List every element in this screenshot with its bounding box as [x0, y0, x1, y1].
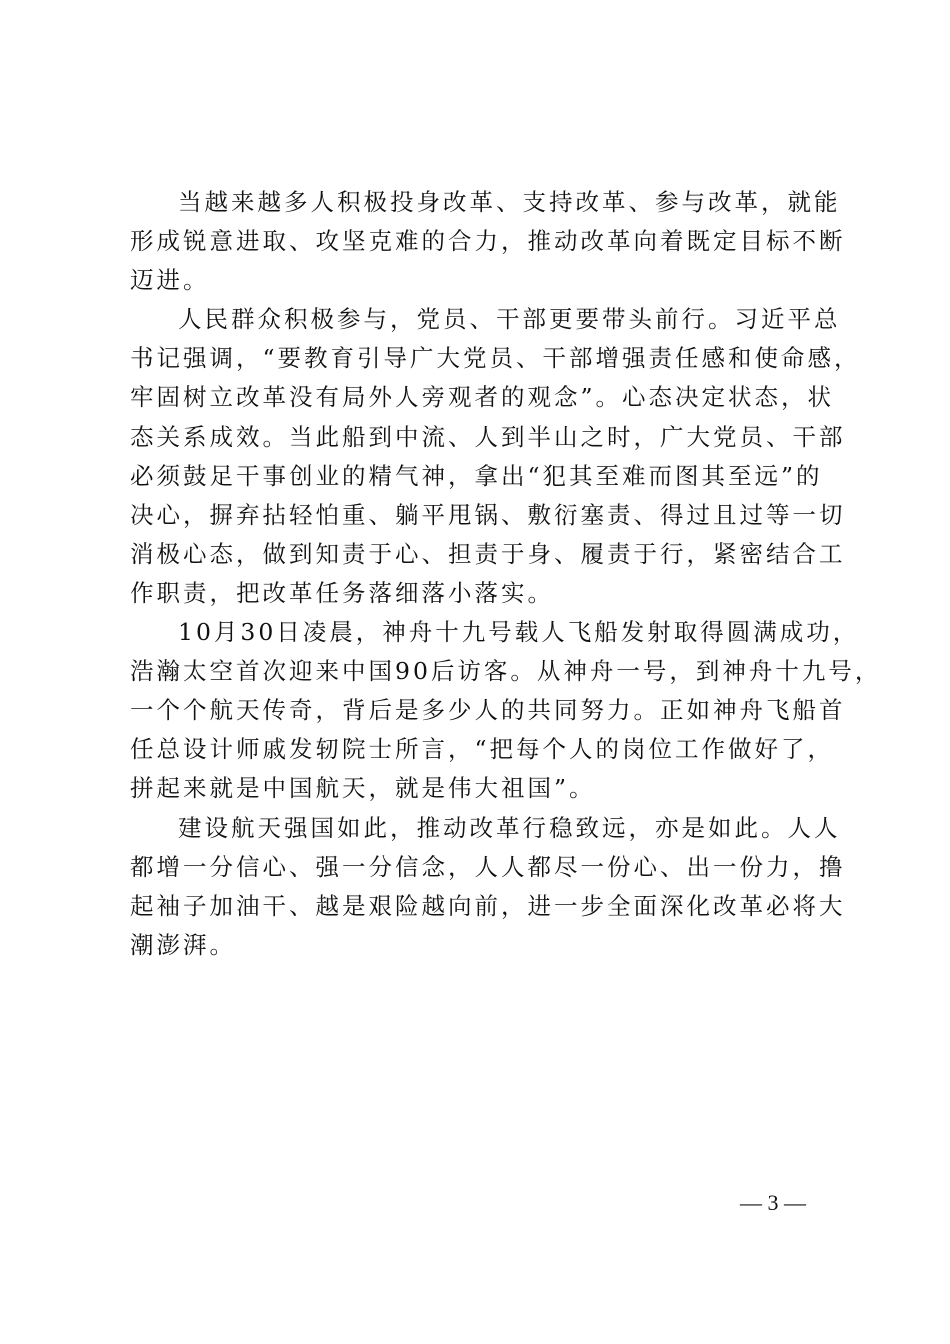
text-line: 浩瀚太空首次迎来中国90后访客。从神舟一号，到神舟十九号， — [130, 657, 882, 686]
text-line: 必须鼓足干事创业的精气神，拿出“犯其至难而图其至远”的 — [130, 461, 823, 490]
paragraph-4 — [130, 809, 850, 965]
text-line: 书记强调，“要教育引导广大党员、干部增强责任感和使命感， — [130, 344, 861, 373]
paragraph-2 — [130, 300, 861, 613]
text-line: 态关系成效。当此船到中流、人到半山之时，广大党员、干部 — [130, 422, 846, 451]
text-line: 迈进。 — [130, 266, 210, 295]
text-line: 任总设计师戚发轫院士所言，“把每个人的岗位工作做好了， — [130, 735, 835, 764]
text-line: 人民群众积极参与，党员、干部更要带头前行。习近平总 — [178, 305, 841, 334]
text-line: 建设航天强国如此，推动改革行稳致远，亦是如此。人人 — [178, 813, 841, 842]
paragraph-3 — [130, 613, 882, 808]
text-line: 作职责，把改革任务落细落小落实。 — [130, 578, 554, 607]
text-line: 潮澎湃。 — [130, 930, 236, 959]
text-line: 决心，摒弃拈轻怕重、躺平甩锅、敷衍塞责、得过且过等一切 — [130, 500, 846, 529]
text-line: 10月30日凌晨，神舟十九号载人飞船发射取得圆满成功， — [178, 618, 860, 647]
text-line: 牢固树立改革没有局外人旁观者的观念”。心态决定状态，状 — [130, 383, 835, 412]
text-line: 消极心态，做到知责于心、担责于身、履责于行，紧密结合工 — [130, 539, 846, 568]
text-line: 一个个航天传奇，背后是多少人的共同努力。正如神舟飞船首 — [130, 696, 846, 725]
paragraph-1 — [130, 183, 850, 300]
text-line: 形成锐意进取、攻坚克难的合力，推动改革向着既定目标不断 — [130, 227, 846, 256]
article-body — [130, 183, 882, 965]
text-line: 拼起来就是中国航天，就是伟大祖国”。 — [130, 774, 596, 803]
text-line: 都增一分信心、强一分信念，人人都尽一份心、出一份力，撸 — [130, 852, 846, 881]
text-line: 当越来越多人积极投身改革、支持改革、参与改革，就能 — [178, 188, 841, 216]
text-line: 起袖子加油干、越是艰险越向前，进一步全面深化改革必将大 — [130, 891, 846, 920]
page-number: — 3 — — [740, 1190, 806, 1215]
